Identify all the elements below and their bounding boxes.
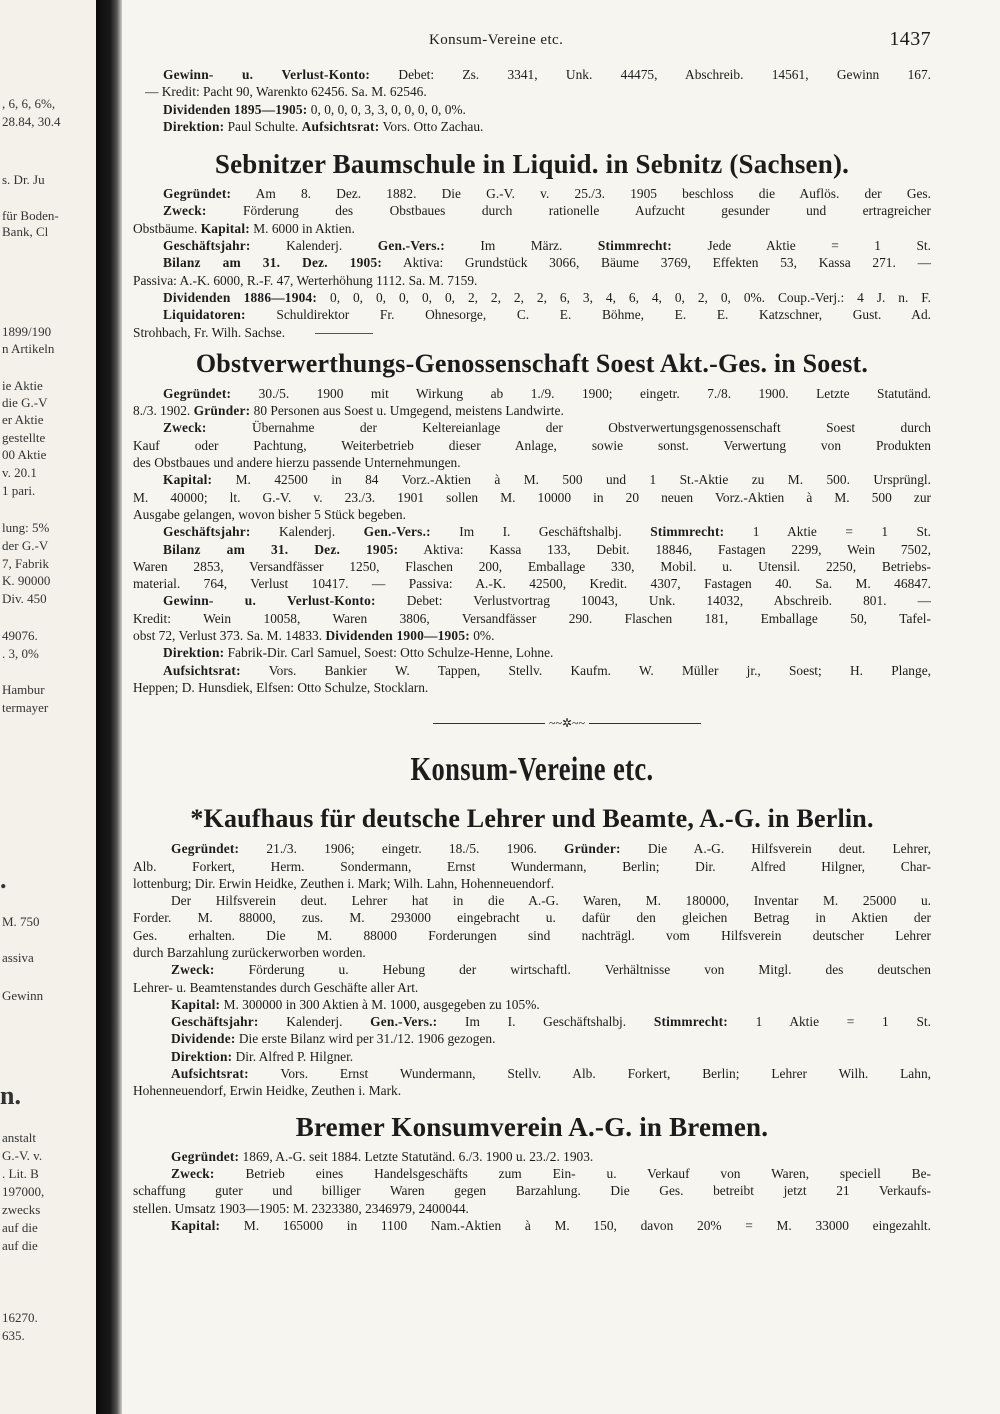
left-fragment: der G.-V (2, 538, 49, 553)
adjacent-page-fragment (0, 0, 96, 1414)
text-line: Heppen; D. Hunsdiek, Elfsen: Otto Schulze, Stocklarn. (133, 679, 429, 695)
company-heading: Obstverwerthungs-Genossenschaft Soest Akt.-Ges. in Soest. (195, 348, 869, 378)
left-fragment: v. 20.1 (2, 465, 37, 480)
text-line: Ges. erhalten. Die M. 88000 Forderungen sind nachträgl. vom Hilfsverein deutscher Lehrer (133, 927, 931, 943)
text-line: Lehrer- u. Beamtenstandes durch Geschäfte aller Art. (133, 979, 419, 995)
left-fragment: G.-V. v. (2, 1148, 43, 1163)
text-line: M. 40000; lt. G.-V. v. 23./3. 1901 sollen M. 10000 in 20 neuen Vorz.-Aktien à M. 500 zur (133, 489, 931, 505)
left-fragment: 7, Fabrik (2, 556, 49, 571)
divider-ornament: ~~✲~~ (548, 716, 586, 731)
left-fragment: Gewinn (2, 988, 44, 1003)
left-fragment: Div. 450 (2, 591, 47, 606)
text-line: Kredit: Wein 10058, Waren 3806, Versandfässer 290. Flaschen 181, Emballage 50, Tafel- (133, 610, 931, 626)
divider-rule (589, 723, 701, 724)
text-line: Dividende: Die erste Bilanz wird per 31./12. 1906 gezogen. (171, 1031, 496, 1047)
text-line: Obstbäume. Kapital: M. 6000 in Aktien. (133, 220, 355, 236)
text-line: Geschäftsjahr: Kalenderj. Gen.-Vers.: Im I. Geschäftshalbj. Stimmrecht: 1 Aktie = 1 St. (163, 524, 931, 540)
text-line: Passiva: A.-K. 6000, R.-F. 47, Werterhöhung 1112. Sa. M. 7159. (133, 272, 478, 288)
left-fragment: 197000, (2, 1184, 45, 1199)
company-entry (133, 147, 931, 341)
left-fragment: termayer (2, 700, 49, 715)
text-line: — Kredit: Pacht 90, Warenkto 62456. Sa. M. 62546. (145, 84, 427, 100)
text-line: durch Barzahlung zurückerworben worden. (133, 944, 366, 960)
running-head-title: Konsum-Vereine etc. (429, 32, 564, 48)
text-line: Zweck: Betrieb eines Handelsgeschäfts zum Ein- u. Verkauf von Waren, speciell Be- (171, 1165, 931, 1181)
text-line: Zweck: Förderung des Obstbaues durch rationelle Aufzucht gesunder und ertragreicher (163, 203, 931, 219)
text-line: Geschäftsjahr: Kalenderj. Gen.-Vers.: Im I. Geschäftshalbj. Stimmrecht: 1 Aktie = 1 St. (171, 1014, 931, 1030)
continued-entry (133, 66, 931, 135)
left-fragment: auf die (2, 1238, 38, 1253)
left-fragment: 28.84, 30.4 (2, 114, 61, 129)
company-heading: *Kaufhaus für deutsche Lehrer und Beamte, A.-G. in Berlin. (190, 804, 874, 834)
text-line: Dividenden 1895—1905: 0, 0, 0, 0, 3, 3, 0, 0, 0, 0, 0%. (163, 101, 466, 117)
text-line: Aufsichtsrat: Vors. Bankier W. Tappen, Stellv. Kaufm. W. Müller jr., Soest; H. Plange, (163, 662, 931, 678)
text-line: Zweck: Übernahme der Keltereianlage der Obstverwertungsgenossenschaft Soest durch (163, 420, 931, 436)
text-line: Der Hilfsverein deut. Lehrer hat in die A.-G. Waren, M. 180000, Inventar M. 25000 u. (171, 893, 931, 909)
text-line: Bilanz am 31. Dez. 1905: Aktiva: Kassa 133, Debit. 18846, Fastagen 2299, Wein 7502, (163, 541, 931, 557)
text-line: schaffung guter und billiger Waren gegen Barzahlung. Die Ges. betreibt jetzt 21 Verkaufs- (133, 1183, 931, 1199)
text-line: Direktion: Paul Schulte. Aufsichtsrat: Vors. Otto Zachau. (163, 118, 484, 134)
text-line: Hohenneuendorf, Erwin Heidke, Zeuthen i. Mark. (133, 1083, 402, 1099)
text-line: Kauf oder Pachtung, Weiterbetrieb dieser Anlage, sowie sonst. Verwertung von Produkten (133, 437, 931, 453)
left-fragment: , 6, 6, 6%, (2, 96, 56, 111)
text-line (133, 324, 931, 341)
left-fragment: Bank, Cl (2, 224, 49, 239)
text-line: 8./3. 1902. Gründer: 80 Personen aus Soest u. Umgegend, meistens Landwirte. (133, 403, 564, 419)
left-fragment: s. Dr. Ju (2, 172, 45, 187)
left-fragment: . Lit. B (2, 1166, 39, 1181)
left-fragment: ie Aktie (2, 378, 43, 393)
left-fragment: lung: 5% (2, 520, 50, 535)
left-fragment: 1 pari. (2, 483, 36, 498)
left-fragment: n. (0, 1081, 21, 1110)
text-line: lottenburg; Dir. Erwin Heidke, Zeuthen i. Mark; Wilh. Lahn, Hohenneuendorf. (133, 875, 555, 891)
left-fragment: anstalt (2, 1130, 36, 1145)
book-gutter (96, 0, 122, 1414)
company-entry (133, 802, 931, 1099)
company-heading: Bremer Konsumverein A.-G. in Bremen. (295, 1111, 769, 1142)
text-line: Direktion: Fabrik-Dir. Carl Samuel, Soest: Otto Schulze-Henne, Lohne. (163, 645, 554, 661)
text-line: Zweck: Förderung u. Hebung der wirtschaftl. Verhältnisse von Mitgl. des deutschen (171, 962, 931, 978)
text-line-content: Strohbach, Fr. Wilh. Sachse. (133, 324, 286, 340)
text-line: Geschäftsjahr: Kalenderj. Gen.-Vers.: Im März. Stimmrecht: Jede Aktie = 1 St. (163, 238, 931, 254)
company-entry (133, 347, 931, 696)
divider-rule (433, 723, 545, 724)
text-line: Waren 2853, Versandfässer 1250, Flaschen 200, Emballage 330, Mobil. u. Utensil. 2250, Betriebs- (133, 558, 931, 574)
text-line: Alb. Forkert, Herm. Sondermann, Ernst Wundermann, Berlin; Dir. Alfred Hilgner, Char- (133, 858, 931, 874)
left-fragment: er Aktie (2, 412, 44, 427)
company-heading: Sebnitzer Baumschule in Liquid. in Sebnitz (Sachsen). (214, 149, 850, 180)
left-fragment: assiva (2, 950, 34, 965)
page-content (133, 28, 931, 1234)
left-fragment: n Artikeln (2, 341, 55, 356)
text-line: Gegründet: 1869, A.-G. seit 1884. Letzte Statutänd. 6./3. 1900 u. 23./2. 1903. (171, 1148, 594, 1164)
text-line: Ausgabe gelangen, wovon bisher 5 Stück begeben. (133, 506, 406, 522)
text-line: stellen. Umsatz 1903—1905: M. 2323380, 2346979, 2400044. (133, 1200, 469, 1216)
text-line: Direktion: Dir. Alfred P. Hilgner. (171, 1048, 354, 1064)
text-line: Liquidatoren: Schuldirektor Fr. Ohnesorge, C. E. Böhme, E. E. Katzschner, Gust. Ad. (163, 307, 931, 323)
left-fragment: . 3, 0% (2, 646, 39, 661)
company-entry (133, 1110, 931, 1234)
left-fragment: 49076. (2, 628, 38, 643)
text-line: Gegründet: Am 8. Dez. 1882. Die G.-V. v. 25./3. 1905 beschloss die Auflös. der Ges. (163, 186, 931, 202)
left-fragment: 00 Aktie (2, 447, 47, 462)
left-fragment: gestellte (2, 430, 46, 445)
text-line: Gewinn- u. Verlust-Konto: Debet: Verlustvortrag 10043, Unk. 14032, Abschreib. 801. — (163, 593, 931, 609)
text-line: material. 764, Verlust 10417. — Passiva: A.-K. 42500, Kredit. 4307, Fastagen 40. Sa. M. 46847. (133, 576, 931, 592)
left-fragment: 635. (2, 1328, 25, 1343)
text-line: des Obstbaues und andere hierzu passende Unternehmungen. (133, 455, 461, 471)
left-fragment: M. 750 (2, 914, 40, 929)
left-fragment: . (0, 865, 7, 894)
left-fragment: 16270. (2, 1310, 38, 1325)
left-fragment: für Boden- (2, 208, 59, 223)
left-fragment: auf die (2, 1220, 38, 1235)
text-line: Kapital: M. 300000 in 300 Aktien à M. 1000, ausgegeben zu 105%. (171, 996, 540, 1012)
text-line: obst 72, Verlust 373. Sa. M. 14833. Dividenden 1900—1905: 0%. (133, 628, 495, 644)
text-line: Gegründet: 30./5. 1900 mit Wirkung ab 1./9. 1900; eingetr. 7./8. 1900. Letzte Statutänd. (163, 385, 931, 401)
text-line: Gewinn- u. Verlust-Konto: Debet: Zs. 3341, Unk. 44475, Abschreib. 14561, Gewinn 167. (163, 67, 931, 82)
entry-rule (315, 333, 373, 334)
text-line: Kapital: M. 165000 in 1100 Nam.-Aktien à M. 150, davon 20% = M. 33000 eingezahlt. (171, 1217, 931, 1233)
left-fragment: zwecks (2, 1202, 41, 1217)
left-fragment: Hambur (2, 682, 45, 697)
text-line: Bilanz am 31. Dez. 1905: Aktiva: Grundstück 3066, Bäume 3769, Effekten 53, Kassa 271. — (163, 255, 931, 271)
section-title: Konsum-Vereine etc. (410, 751, 654, 789)
text-line: Dividenden 1886—1904: 0, 0, 0, 0, 0, 0, 2, 2, 2, 2, 6, 3, 4, 6, 4, 0, 2, 0, 0%. Coup.-Verj.: 4 J. n. F. (163, 289, 931, 305)
text-line: Aufsichtsrat: Vors. Ernst Wundermann, Stellv. Alb. Forkert, Berlin; Lehrer Wilh. Lahn, (171, 1066, 931, 1082)
text-line: Gegründet: 21./3. 1906; eingetr. 18./5. 1906. Gründer: Die A.-G. Hilfsverein deut. Lehrer, (171, 841, 931, 857)
section-divider (133, 716, 931, 731)
text-line: Kapital: M. 42500 in 84 Vorz.-Aktien à M. 500 und 1 St.-Aktie zu M. 500. Ursprüngl. (163, 472, 931, 488)
left-fragment: 1899/190 (2, 324, 52, 339)
text-line: Forder. M. 88000, zus. M. 293000 eingebracht u. dafür den gleichen Betrag in Aktien der (133, 910, 931, 926)
left-fragment: K. 90000 (2, 573, 51, 588)
left-fragment: die G.-V (2, 395, 48, 410)
running-head (133, 28, 931, 54)
page-number: 1437 (889, 28, 931, 50)
